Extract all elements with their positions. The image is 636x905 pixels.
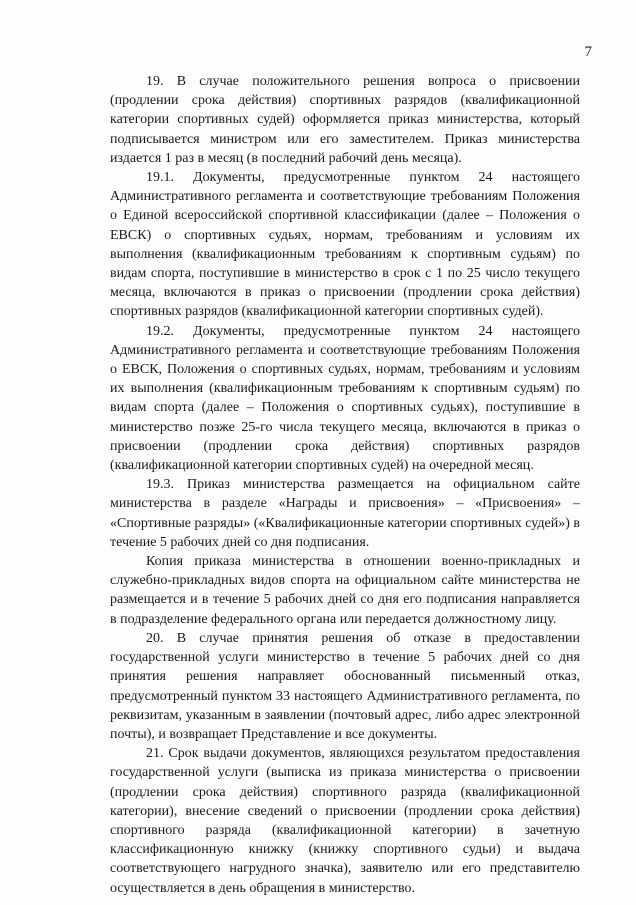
paragraph-copy-order: Копия приказа министерства в отношении военно-прикладных и служебно-прикладных видов спорта на официальном сайте министерства не размещается и в течение 5 рабочих дней со дня его подписания направляется в подразделение федерального органа или передается должностному лицу.: [110, 554, 580, 627]
paragraph-19-2: 19.2. Документы, предусмотренные пунктом 24 настоящего Административного регламента и соответствующие требованиям Положения о ЕВСК, Положения о спортивных судьях, нормам, требованиям и условиям их выполнения (квалификационным требованиям к спортивным судьям) по видам спорта (далее – Положения о спортивных судьях), поступившие в министерство позже 25-го числа текущего месяца, включаются в приказ о присвоении (продлении срока действия) спортивных разрядов (квалификационной категории спортивных судей) на очередной месяц.: [110, 323, 580, 474]
paragraph-19-3: 19.3. Приказ министерства размещается на официальном сайте министерства в разделе «Награды и присвоения» – «Присвоения» – «Спортивные разряды» («Квалификационные категории спортивных судей») в течение 5 рабочих дней со дня подписания.: [110, 477, 580, 550]
paragraph-19: 19. В случае положительного решения вопроса о присвоении (продлении срока действия) спортивных разрядов (квалификационной категории спортивных судей) оформляется приказ министерства, который подписывается министром или его заместителем. Приказ министерства издается 1 раз в месяц (в последний рабочий день месяца).: [110, 74, 580, 166]
document-body: [110, 72, 580, 898]
page-number: 7: [584, 44, 592, 60]
paragraph-20: 20. В случае принятия решения об отказе в предоставлении государственной услуги министерство в течение 5 рабочих дней со дня принятия решения направляет обоснованный письменный отказ, предусмотренный пунктом 33 настоящего Административного регламента, по реквизитам, указанным в заявлении (почтовый адрес, либо адрес электронной почты), и возвращает Представление и все документы.: [110, 630, 580, 742]
paragraph-19-1: 19.1. Документы, предусмотренные пунктом 24 настоящего Административного регламента и соответствующие требованиям Положения о Единой всероссийской спортивной классификации (далее – Положения о ЕВСК) о спортивных судьях, нормам, требованиям и условиям их выполнения (квалификационным требованиям к спортивным судьям) по видам спорта, поступившие в министерство в срок с 1 по 25 число текущего месяца, включаются в приказ о присвоении (продлении срока действия) спортивных разрядов (квалификационной категории спортивных судей).: [110, 170, 580, 320]
paragraph-21: 21. Срок выдачи документов, являющихся результатом предоставления государственной услуги (выписка из приказа министерства о присвоении (продлении срока действия) спортивного разряда (квалификационной категории), внесение сведений о присвоении (продлении срока действия) спортивного разряда (квалификационной категории) в зачетную классификационную книжку (книжку спортивного судьи) и выдача соответствующего нагрудного значка), заявителю или его представителю осуществляется в день обращения в министерство.: [110, 746, 580, 896]
